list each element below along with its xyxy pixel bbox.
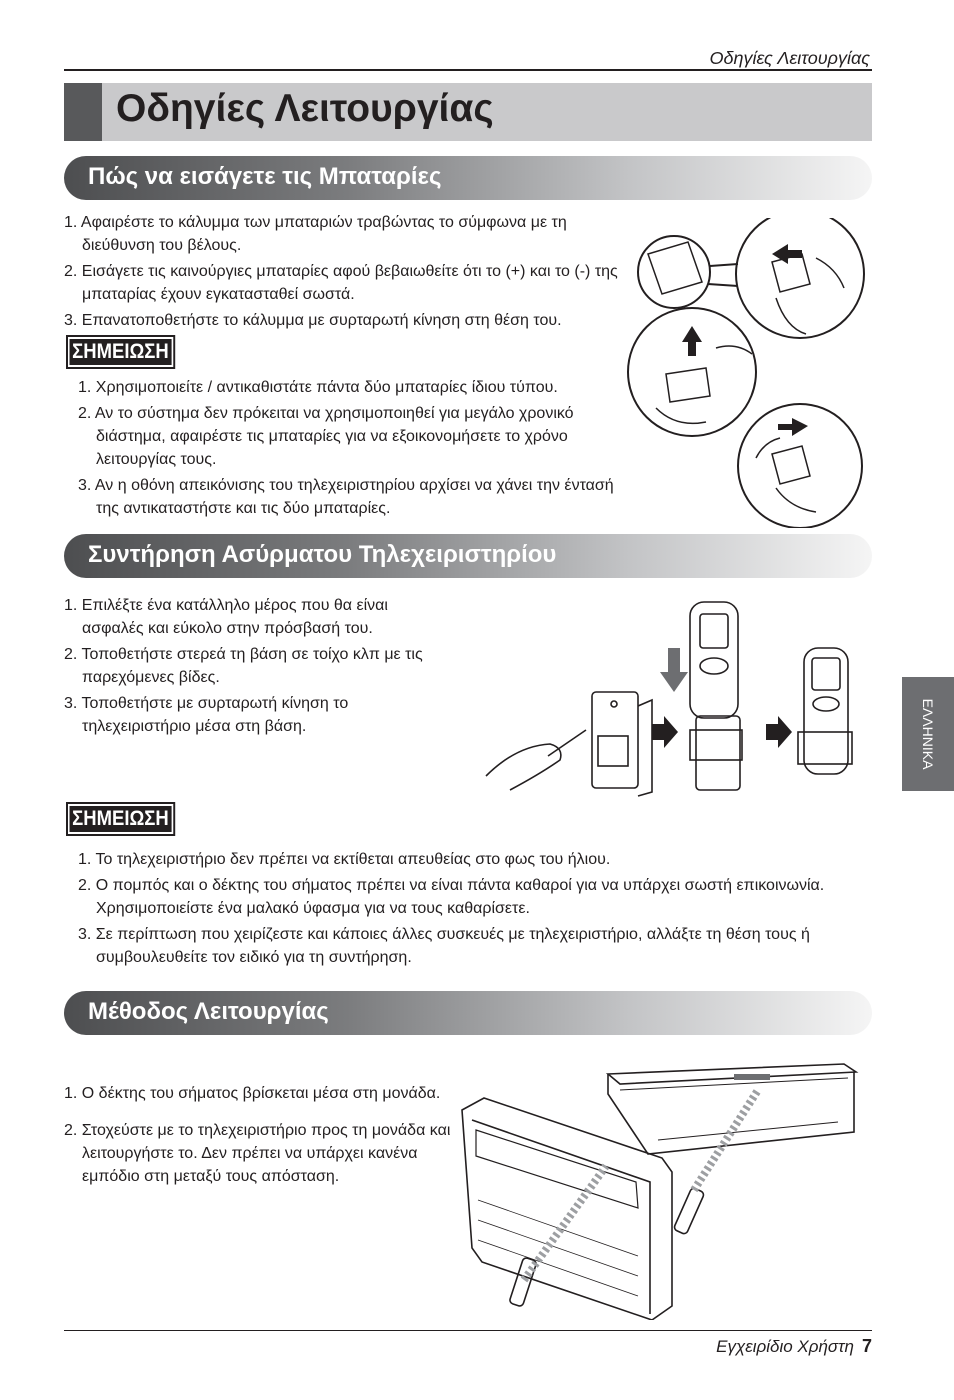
- header-rule: [64, 69, 872, 71]
- maintenance-notes: [78, 848, 868, 972]
- list-item: 2. Εισάγετε τις καινούργιες μπαταρίες αφού βεβαιωθείτε ότι το (+) και το (-) της μπαταρίας έχουν εγκατασταθεί σωστά.: [64, 263, 618, 303]
- battery-steps: [64, 211, 634, 335]
- list-item: 3. Σε περίπτωση που χειρίζεστε και κάποιες άλλες συσκευές με τηλεχειριστήριο, αλλάξτε τη θέση τους ή συμβουλευθείτε τον ειδικό για τη συντήρηση.: [78, 926, 810, 966]
- section-heading: Πώς να εισάγετε τις Μπαταρίες: [88, 163, 442, 190]
- page-number: 7: [861, 1336, 872, 1356]
- holder-illustration: [480, 596, 870, 812]
- battery-illustration: [626, 218, 866, 528]
- list-item: 1. Επιλέξτε ένα κατάλληλο μέρος που θα είναι ασφαλές και εύκολο στην πρόσβασή του.: [64, 597, 388, 637]
- battery-notes: [78, 376, 630, 523]
- footer-rule: [64, 1330, 872, 1331]
- title-accent: [64, 83, 102, 141]
- list-item: 3. Επανατοποθετήστε το κάλυμμα με συρταρωτή κίνηση στη θέση του.: [64, 312, 562, 329]
- list-item: 2. Τοποθετήστε στερεά τη βάση σε τοίχο κλπ με τις παρεχόμενες βίδες.: [64, 646, 423, 686]
- list-item: 1. Αφαιρέστε το κάλυμμα των μπαταριών τραβώντας το σύμφωνα με τη διεύθυνση του βέλους.: [64, 214, 567, 254]
- operation-steps: [64, 1082, 454, 1191]
- list-item: 2. Ο πομπός και ο δέκτης του σήματος πρέπει να είναι πάντα καθαροί για να υπάρχει σωστή επικοινωνία. Χρησιμοποιείστε ένα μαλακό ύφασμα για να τους καθαρίσετε.: [78, 877, 825, 917]
- section-header-maintenance: [64, 534, 872, 578]
- units-illustration: [458, 1060, 862, 1320]
- language-label: ΕΛΛΗΝΙΚΑ: [920, 698, 936, 770]
- note-badge: ΣΗΜΕΙΩΣΗ: [66, 335, 175, 369]
- list-item: 1. Ο δέκτης του σήματος βρίσκεται μέσα στη μονάδα.: [64, 1085, 441, 1102]
- footer-manual-title: Εγχειρίδιο Χρήστη: [716, 1337, 854, 1356]
- list-item: 2. Αν το σύστημα δεν πρόκειται να χρησιμοποιηθεί για μεγάλο χρονικό διάστημα, αφαιρέστε τις μπαταρίες για να εξοικονομήσετε το χρόνο λειτουργίας τους.: [78, 405, 574, 468]
- running-header: Οδηγίες Λειτουργίας: [709, 48, 870, 68]
- section-heading: Συντήρηση Ασύρματου Τηλεχειριστηρίου: [88, 541, 557, 568]
- section-header-operation: [64, 991, 872, 1035]
- note-badge: ΣΗΜΕΙΩΣΗ: [66, 802, 175, 836]
- title-band: [64, 83, 872, 141]
- maintenance-steps: [64, 594, 450, 741]
- section-header-batteries: [64, 156, 872, 200]
- language-tab: [902, 677, 954, 791]
- list-item: 1. Χρησιμοποιείτε / αντικαθιστάτε πάντα δύο μπαταρίες ίδιου τύπου.: [78, 379, 558, 396]
- list-item: 2. Στοχεύστε με το τηλεχειριστήριο προς τη μονάδα και λειτουργήστε το. Δεν πρέπει να υπάρχει κανένα εμπόδιο στη μεταξύ τους απόσταση.: [64, 1122, 451, 1185]
- list-item: 3. Αν η οθόνη απεικόνισης του τηλεχειριστηρίου αρχίσει να χάνει την έντασή της αντικαταστήστε και τις δύο μπαταρίες.: [78, 477, 614, 517]
- list-item: 3. Τοποθετήστε με συρταρωτή κίνηση το τηλεχειριστήριο μέσα στη βάση.: [64, 695, 349, 735]
- section-heading: Μέθοδος Λειτουργίας: [88, 998, 329, 1025]
- page-title: Οδηγίες Λειτουργίας: [116, 87, 494, 130]
- list-item: 1. Το τηλεχειριστήριο δεν πρέπει να εκτίθεται απευθείας στο φως του ήλιου.: [78, 851, 611, 868]
- footer: [716, 1336, 872, 1357]
